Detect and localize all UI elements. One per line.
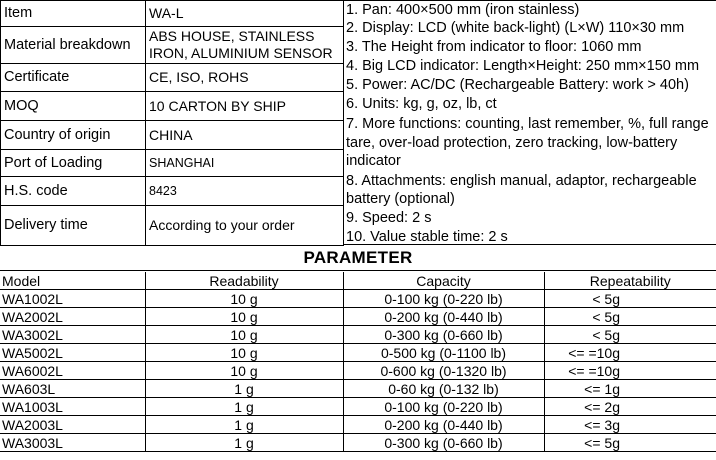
spec-line: 5. Power: AC/DC (Rechargeable Battery: work > 40h) (346, 77, 689, 93)
info-value: ABS HOUSE, STAINLESS IRON, ALUMINIUM SENSOR (146, 27, 344, 64)
table-row (0, 362, 716, 380)
info-label: MOQ (1, 92, 146, 121)
spec-line: indicator (346, 153, 401, 169)
table-row (0, 326, 716, 344)
info-value: 8423 (146, 177, 344, 206)
spec-line: 8. Attachments: english manual, adaptor, rechargeable (346, 173, 697, 189)
table-cell: 0-100 kg (0-220 lb) (343, 398, 544, 416)
table-cell: WA2002L (0, 308, 145, 326)
table-row (0, 398, 716, 416)
table-cell: WA1002L (0, 290, 145, 308)
table-cell: WA3003L (0, 434, 145, 452)
table-cell: 1 g (145, 398, 343, 416)
table-cell: <= 3g (544, 416, 716, 434)
info-value: CE, ISO, ROHS (146, 64, 344, 92)
table-cell: 0-500 kg (0-1100 lb) (343, 344, 544, 362)
table-cell: < 5g (544, 326, 716, 344)
table-row (0, 290, 716, 308)
table-cell: WA2003L (0, 416, 145, 434)
column-header: Repeatability (544, 272, 716, 290)
column-header: Readability (145, 272, 343, 290)
spec-line: 7. More functions: counting, last remember, %, full range (346, 116, 709, 132)
info-value: 10 CARTON BY SHIP (146, 92, 344, 121)
spec-list (343, 0, 716, 245)
table-cell: <= 2g (544, 398, 716, 416)
info-value: According to your order (146, 206, 344, 246)
table-cell: 0-200 kg (0-440 lb) (343, 308, 544, 326)
table-row (0, 308, 716, 326)
spec-line: 3. The Height from indicator to floor: 1060 mm (346, 39, 642, 55)
table-cell: < 5g (544, 308, 716, 326)
spec-line: 9. Speed: 2 s (346, 210, 432, 226)
info-row-country (1, 121, 344, 150)
table-cell: 10 g (145, 344, 343, 362)
info-value: CHINA (146, 121, 344, 150)
parameter-header-row (0, 272, 716, 290)
parameter-title: PARAMETER (0, 245, 716, 271)
table-cell: 1 g (145, 434, 343, 452)
spec-line: 2. Display: LCD (white back-light) (L×W) 110×30 mm (346, 20, 685, 36)
table-cell: 10 g (145, 290, 343, 308)
table-cell: <= 1g (544, 380, 716, 398)
table-cell: WA6002L (0, 362, 145, 380)
table-cell: 0-200 kg (0-440 lb) (343, 416, 544, 434)
table-cell: 10 g (145, 308, 343, 326)
spec-line: 1. Pan: 400×500 mm (iron stainless) (346, 2, 580, 18)
table-cell: WA1003L (0, 398, 145, 416)
info-label: Country of origin (1, 121, 146, 150)
table-row (0, 416, 716, 434)
table-cell: 0-300 kg (0-660 lb) (343, 326, 544, 344)
info-value: WA-L (146, 1, 344, 27)
info-label: Port of Loading (1, 150, 146, 177)
column-header: Model (0, 272, 145, 290)
column-header: Capacity (343, 272, 544, 290)
info-row-material (1, 27, 344, 64)
table-cell: <= =10g (544, 362, 716, 380)
info-label: Delivery time (1, 206, 146, 246)
parameter-table (0, 272, 716, 452)
table-cell: 1 g (145, 416, 343, 434)
table-cell: WA603L (0, 380, 145, 398)
table-cell: 0-60 kg (0-132 lb) (343, 380, 544, 398)
table-row (0, 434, 716, 452)
table-cell: 0-600 kg (0-1320 lb) (343, 362, 544, 380)
info-row-delivery (1, 206, 344, 246)
spec-line: 10. Value stable time: 2 s (346, 229, 508, 245)
table-cell: <= =10g (544, 344, 716, 362)
info-label: Certificate (1, 64, 146, 92)
table-cell: 10 g (145, 362, 343, 380)
info-row-moq (1, 92, 344, 121)
info-row-certificate (1, 64, 344, 92)
table-row (0, 380, 716, 398)
info-row-item (1, 1, 344, 27)
table-cell: 10 g (145, 326, 343, 344)
spec-line: 4. Big LCD indicator: Length×Height: 250 mm×150 mm (346, 58, 700, 74)
table-cell: < 5g (544, 290, 716, 308)
table-row (0, 344, 716, 362)
table-cell: WA5002L (0, 344, 145, 362)
info-label: H.S. code (1, 177, 146, 206)
table-cell: 1 g (145, 380, 343, 398)
spec-line: battery (optional) (346, 191, 455, 207)
table-cell: 0-100 kg (0-220 lb) (343, 290, 544, 308)
info-row-port (1, 150, 344, 177)
product-info-table (0, 0, 344, 246)
info-row-hs-code (1, 177, 344, 206)
info-label: Material breakdown (1, 27, 146, 64)
info-value: SHANGHAI (146, 150, 344, 177)
table-cell: WA3002L (0, 326, 145, 344)
spec-line: 6. Units: kg, g, oz, lb, ct (346, 96, 497, 112)
table-cell: <= 5g (544, 434, 716, 452)
table-cell: 0-300 kg (0-660 lb) (343, 434, 544, 452)
info-label: Item (1, 1, 146, 27)
spec-line: tare, over-load protection, zero tracking, low-battery (346, 135, 678, 151)
